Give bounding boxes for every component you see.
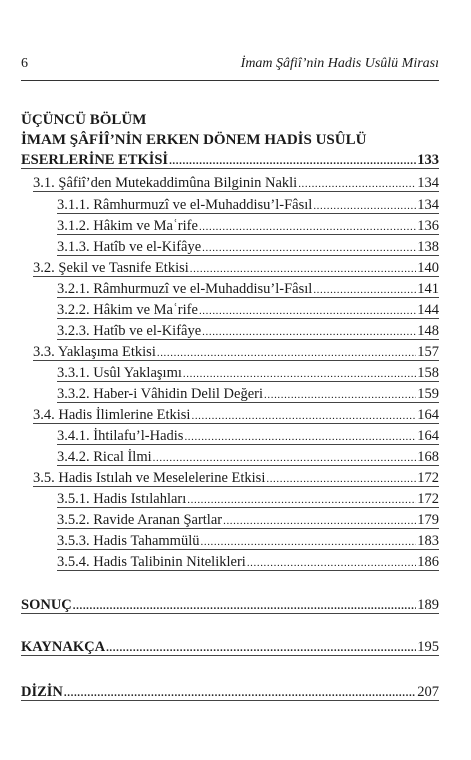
toc-row-underline <box>57 234 439 235</box>
toc-row-underline <box>57 255 439 256</box>
toc-entry-bibliography[interactable]: KAYNAKÇA ..... 195 <box>21 637 439 657</box>
toc-row-underline <box>57 213 439 214</box>
toc-entry-subsection[interactable]: 3.1.1. Râmhurmuzî ve el-Muhaddisu’l-Fâsıl ..... 134 <box>21 195 439 215</box>
toc-row-underline <box>57 507 439 508</box>
chapter-title: İMAM ŞÂFİÎ’NİN ERKEN DÖNEM HADİS USÛLÜ <box>21 132 367 148</box>
toc-entry-section[interactable]: 3.3. Yaklaşıma Etkisi ..... 157 <box>21 342 439 362</box>
toc-entry-conclusion[interactable]: SONUÇ ..... 189 <box>21 595 439 615</box>
toc-row-underline <box>57 444 439 445</box>
chapter-label: ÜÇÜNCÜ BÖLÜM <box>21 112 147 128</box>
toc-row-underline <box>57 402 439 403</box>
page-number: 6 <box>21 56 28 71</box>
toc-row-underline <box>57 381 439 382</box>
toc-row-underline <box>57 465 439 466</box>
toc-row-underline <box>33 486 439 487</box>
toc-entry-subsection[interactable]: 3.3.2. Haber-i Vâhidin Delil Değeri ..... 159 <box>21 384 439 404</box>
toc-entry-subsection[interactable]: 3.5.3. Hadis Tahammülü ..... 183 <box>21 531 439 551</box>
toc-row-underline <box>57 318 439 319</box>
toc-entry-subsection[interactable]: 3.3.1. Usûl Yaklaşımı ..... 158 <box>21 363 439 383</box>
running-title: İmam Şâfiî’nin Hadis Usûlü Mirası <box>240 56 439 71</box>
toc-row-underline <box>57 570 439 571</box>
toc-entry-subsection[interactable]: 3.4.1. İhtilafu’l-Hadis ..... 164 <box>21 426 439 446</box>
toc-row-underline <box>33 276 439 277</box>
toc-entry-subsection[interactable]: 3.4.2. Rical İlmi ..... 168 <box>21 447 439 467</box>
toc-entry-section[interactable]: 3.1. Şâfiî’den Mutekaddimûna Bilginin Nakli ..... 134 <box>21 173 439 193</box>
toc-entry-subsection[interactable]: 3.2.3. Hatîb ve el-Kifâye ..... 148 <box>21 321 439 341</box>
header-divider <box>21 80 439 81</box>
toc-row-underline <box>21 700 439 701</box>
toc-row-underline <box>33 191 439 192</box>
toc-entry-subsection[interactable]: 3.2.2. Hâkim ve Maʿrife ..... 144 <box>21 300 439 320</box>
toc-entry-section[interactable]: 3.2. Şekil ve Tasnife Etkisi ..... 140 <box>21 258 439 278</box>
toc-entry-chapter[interactable]: ESERLERİNE ETKİSİ ..... 133 <box>21 150 439 170</box>
toc-entry-section[interactable]: 3.4. Hadis İlimlerine Etkisi ..... 164 <box>21 405 439 425</box>
toc-row-underline <box>57 549 439 550</box>
toc-row-underline <box>57 528 439 529</box>
toc-entry-index[interactable]: DİZİN ..... 207 <box>21 682 439 702</box>
toc-entry-subsection[interactable]: 3.5.1. Hadis Istılahları ..... 172 <box>21 489 439 509</box>
toc-row-underline <box>21 168 439 169</box>
toc-row-underline <box>21 613 439 614</box>
toc-entry-subsection[interactable]: 3.1.2. Hâkim ve Maʿrife ..... 136 <box>21 216 439 236</box>
toc-row-underline <box>57 339 439 340</box>
toc-entry-subsection[interactable]: 3.5.4. Hadis Talibinin Nitelikleri ..... 186 <box>21 552 439 572</box>
running-header <box>21 56 439 76</box>
toc-entry-section[interactable]: 3.5. Hadis Istılah ve Meselelerine Etkisi ..... 172 <box>21 468 439 488</box>
toc-entry-subsection[interactable]: 3.2.1. Râmhurmuzî ve el-Muhaddisu’l-Fâsıl ..... 141 <box>21 279 439 299</box>
toc-row-underline <box>57 297 439 298</box>
toc-entry-subsection[interactable]: 3.1.3. Hatîb ve el-Kifâye ..... 138 <box>21 237 439 257</box>
toc-row-underline <box>33 423 439 424</box>
toc-row-underline <box>21 655 439 656</box>
toc-entry-subsection[interactable]: 3.5.2. Ravide Aranan Şartlar ..... 179 <box>21 510 439 530</box>
toc-row-underline <box>33 360 439 361</box>
